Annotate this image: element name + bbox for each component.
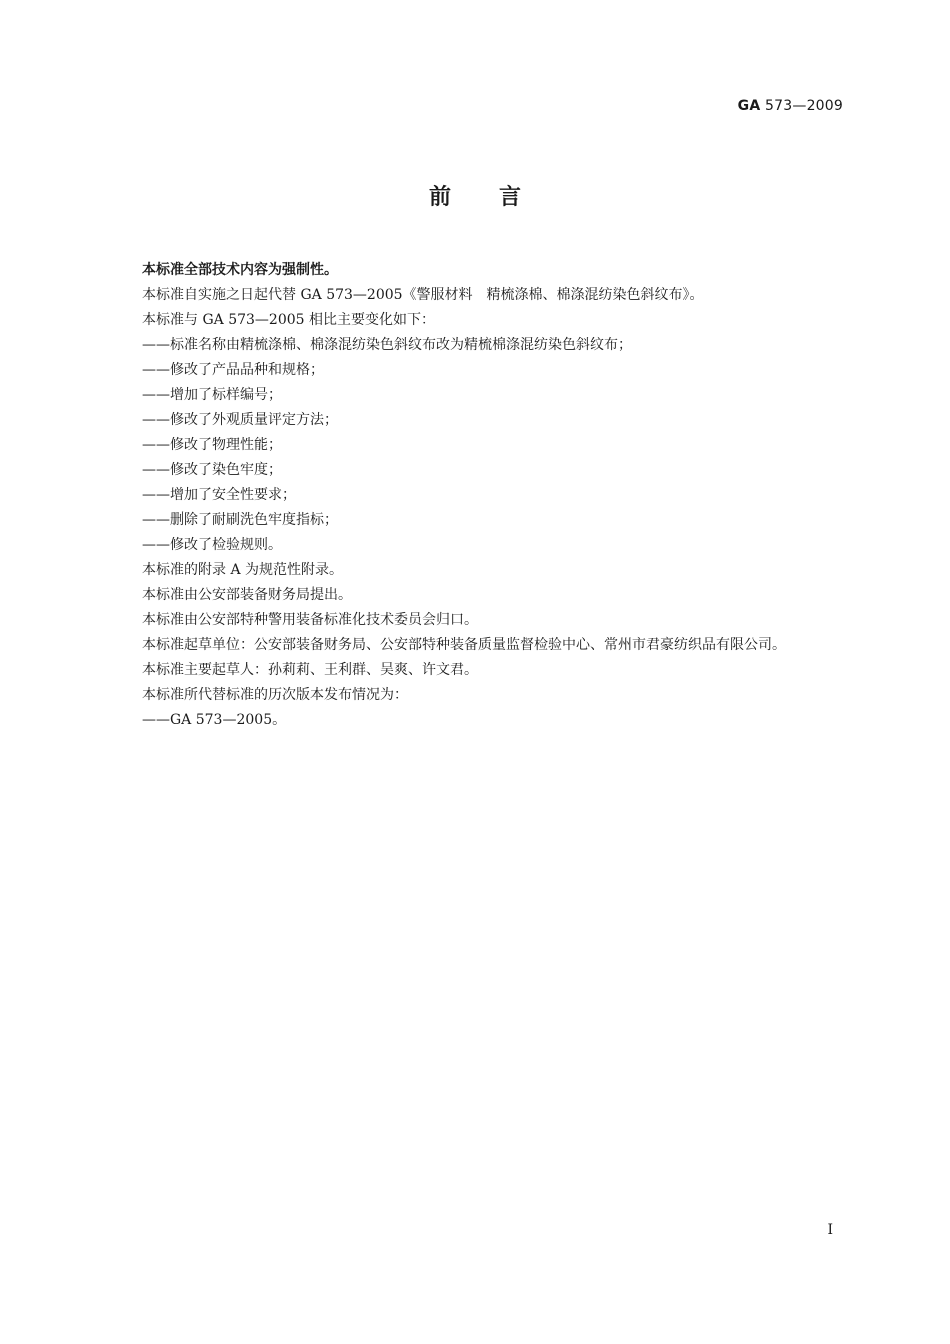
paragraph-drafters: 本标准主要起草人：孙莉莉、王利群、吴爽、许文君。 bbox=[142, 662, 478, 678]
paragraph-drafting-units: 本标准起草单位：公安部装备财务局、公安部特种装备质量监督检验中心、常州市君豪纺织品有限公司。 bbox=[142, 637, 786, 653]
list-item-change: ——标准名称由精梳涤棉、棉涤混纺染色斜纹布改为精梳棉涤混纺染色斜纹布； bbox=[142, 337, 632, 353]
list-item-change: ——修改了产品品种和规格； bbox=[142, 362, 324, 378]
foreword-body bbox=[108, 258, 844, 733]
page-number: I bbox=[827, 1222, 833, 1238]
paragraph-replaces: 本标准自实施之日起代替 GA 573—2005《警服材料 精梳涤棉、棉涤混纺染色斜纹布》。 bbox=[142, 287, 704, 303]
paragraph-changes-intro: 本标准与 GA 573—2005 相比主要变化如下： bbox=[142, 312, 435, 328]
paragraph-centralized-by: 本标准由公安部特种警用装备标准化技术委员会归口。 bbox=[142, 612, 478, 628]
list-item-change: ——修改了染色牢度； bbox=[142, 462, 282, 478]
paragraph-history-intro: 本标准所代替标准的历次版本发布情况为： bbox=[142, 687, 408, 703]
list-item-history: ——GA 573—2005。 bbox=[142, 712, 287, 728]
list-item-change: ——修改了物理性能； bbox=[142, 437, 282, 453]
paragraph-proposed-by: 本标准由公安部装备财务局提出。 bbox=[142, 587, 352, 603]
list-item-change: ——增加了安全性要求； bbox=[142, 487, 296, 503]
list-item-change: ——删除了耐刷洗色牢度指标； bbox=[142, 512, 338, 528]
standard-code bbox=[738, 98, 843, 114]
page-title: 前言 bbox=[428, 185, 569, 210]
list-item-change: ——增加了标样编号； bbox=[142, 387, 282, 403]
list-item-change: ——修改了检验规则。 bbox=[142, 537, 282, 553]
paragraph-mandatory: 本标准全部技术内容为强制性。 bbox=[142, 262, 338, 278]
list-item-change: ——修改了外观质量评定方法； bbox=[142, 412, 338, 428]
standard-number: 573—2009 bbox=[765, 98, 843, 114]
paragraph-appendix: 本标准的附录 A 为规范性附录。 bbox=[142, 562, 344, 578]
standard-prefix: GA bbox=[737, 98, 761, 114]
